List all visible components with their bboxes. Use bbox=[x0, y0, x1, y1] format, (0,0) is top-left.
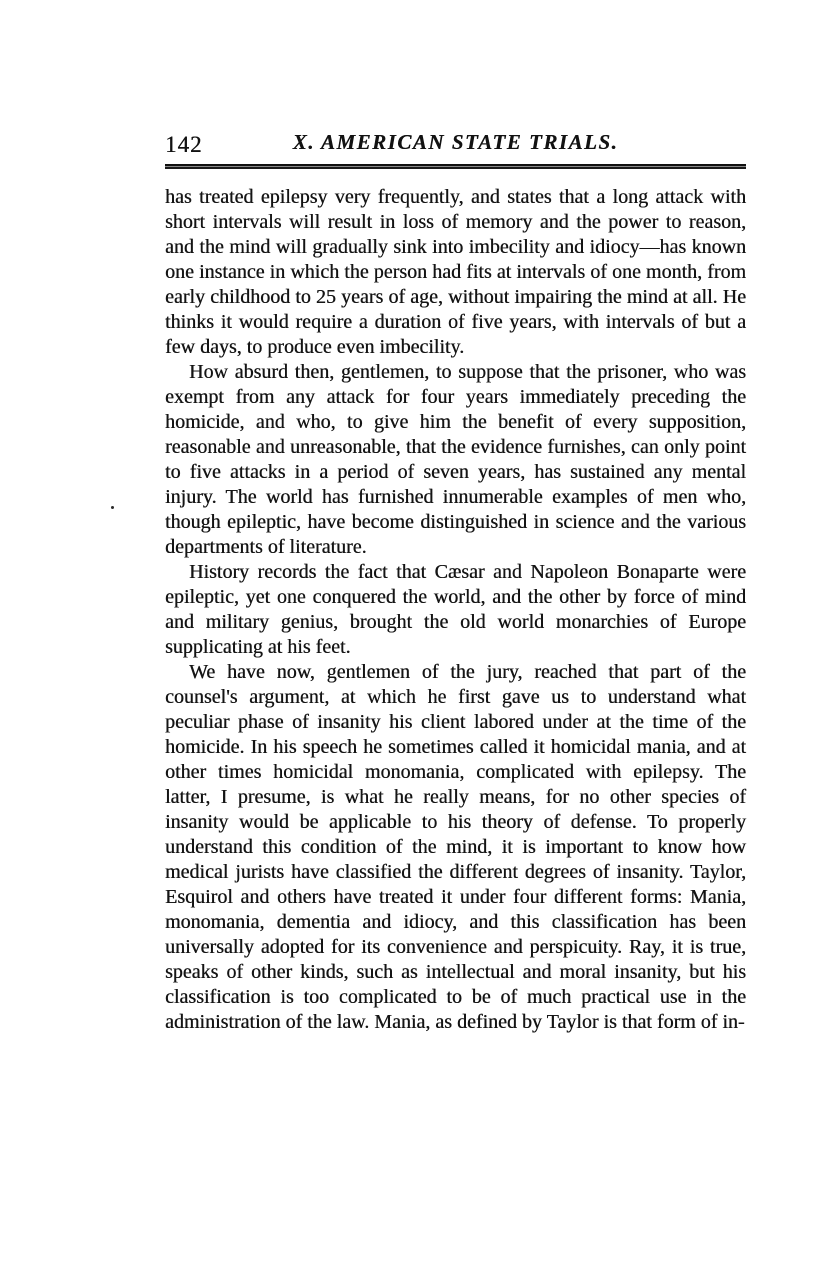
text-column bbox=[165, 130, 746, 1035]
paragraph-1: has treated epilepsy very frequently, and states that a long attack with short intervals will result in loss of memory and the power to reason, and the mind will gradually sink into imbecility and idiocy—has known one instance in which the person had fits at intervals of one month, from early childhood to 25 years of age, without impairing the mind at all. He thinks it would require a duration of five years, with intervals of but a few days, to produce even imbecility. bbox=[165, 186, 746, 358]
page-body bbox=[165, 185, 746, 1035]
paragraph-3: History records the fact that Cæsar and Napoleon Bonaparte were epileptic, yet one conquered the world, and the other by force of mind and military genius, brought the old world monarchies of Europe supplicating at his feet. bbox=[165, 561, 746, 658]
paragraph-4: We have now, gentlemen of the jury, reached that part of the counsel's argument, at which he first gave us to understand what peculiar phase of insanity his client labored under at the time of the homicide. In his speech he sometimes called it homicidal mania, and at other times homicidal monomania, complicated with epilepsy. The latter, I presume, is what he really means, for no other species of insanity would be applicable to his theory of defense. To properly understand this condition of the mind, it is important to know how medical jurists have classified the different degrees of insanity. Taylor, Esquirol and others have treated it under four different forms: Mania, monomania, dementia and idiocy, and this classification has been universally adopted for its convenience and perspicuity. Ray, it is true, speaks of other kinds, such as intellectual and moral insanity, but his classification is too complicated to be of much practical use in the administration of the law. Mania, as defined by Taylor is that form of in- bbox=[165, 661, 746, 1033]
page-number: 142 bbox=[165, 132, 203, 157]
ink-speck bbox=[111, 506, 114, 509]
header-rule bbox=[165, 164, 746, 169]
paragraph-2: How absurd then, gentlemen, to suppose that the prisoner, who was exempt from any attack for four years immediately preceding the homicide, and who, to give him the benefit of every supposition, reasonable and unreasonable, that the evidence furnishes, can only point to five attacks in a period of seven years, has sustained any mental injury. The world has furnished innumerable examples of men who, though epileptic, have become distinguished in science and the various departments of literature. bbox=[165, 361, 746, 558]
running-head: X. AMERICAN STATE TRIALS. bbox=[292, 130, 619, 154]
page-header bbox=[165, 130, 746, 160]
